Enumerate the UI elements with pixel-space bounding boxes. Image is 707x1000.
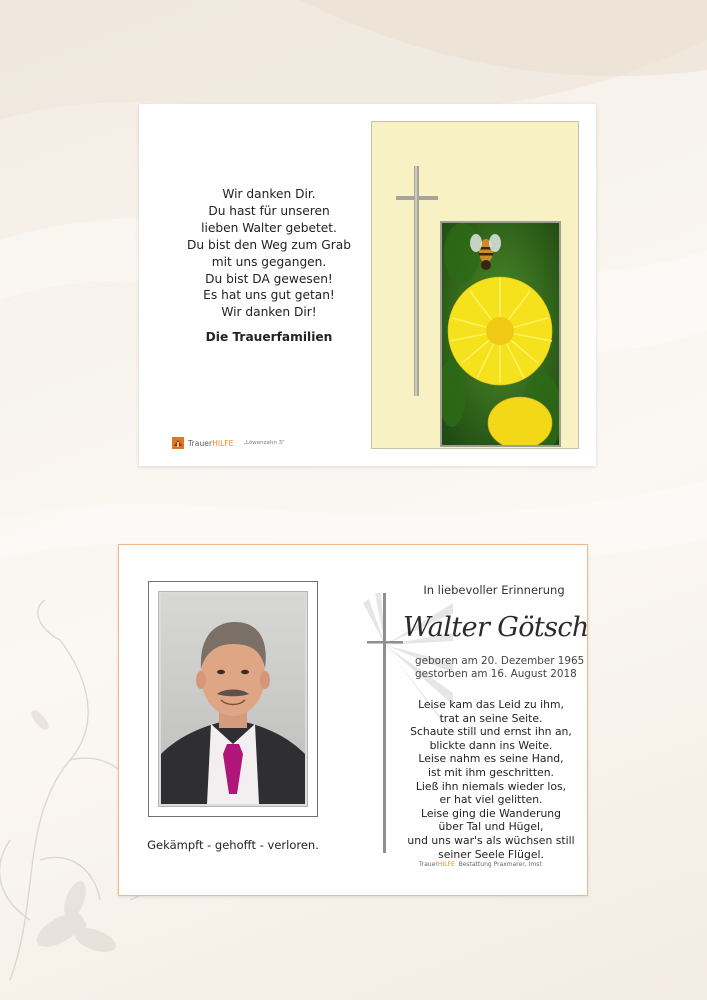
poem-line: Wir danken Dir. xyxy=(222,187,316,201)
poem-line: lieben Walter gebetet. xyxy=(201,220,337,235)
portrait-photo xyxy=(161,594,305,804)
poem-line: Du hast für unseren xyxy=(208,203,330,218)
memorial-poem xyxy=(401,698,581,861)
dandelion-photo xyxy=(440,221,561,447)
poem-line: Leise ging die Wanderung xyxy=(421,806,561,820)
thank-you-poem xyxy=(149,186,389,321)
poem-line: seiner Seele Flügel. xyxy=(438,847,544,861)
poem-line: Du bist DA gewesen! xyxy=(205,271,333,286)
portrait-mat xyxy=(158,591,308,807)
poem-line: Du bist den Weg zum Grab xyxy=(187,237,351,252)
cross-icon xyxy=(396,166,438,396)
funeral-home-name: Bestattung Praxmarer, Imst xyxy=(458,861,542,868)
image-panel xyxy=(371,121,579,449)
poem-line: mit uns gegangen. xyxy=(211,254,327,269)
life-dates xyxy=(415,655,585,681)
trauerhilfe-brand xyxy=(172,436,285,450)
poem-line: trat an seine Seite. xyxy=(439,711,543,725)
memory-title: In liebevoller Erinnerung xyxy=(423,583,565,597)
portrait-frame xyxy=(148,581,318,817)
signoff: Die Trauerfamilien xyxy=(205,330,333,344)
memorial-card xyxy=(118,544,588,896)
poem-line: ist mit ihm geschritten. xyxy=(428,765,554,779)
poem-line: er hat viel gelitten. xyxy=(439,793,543,807)
deceased-name: Walter Götsch xyxy=(403,612,589,643)
poem-line: Ließ ihn niemals wieder los, xyxy=(415,779,567,793)
design-reference: „Löwenzahn 3" xyxy=(243,440,285,446)
brand-trauer: Trauer xyxy=(188,438,213,448)
poem-line: Es hat uns gut getan! xyxy=(203,288,335,303)
poem-line: und uns war's als wüchsen still xyxy=(407,833,575,847)
motto: Gekämpft - gehofft - verloren. xyxy=(147,838,319,852)
trauerhilfe-logo-icon xyxy=(172,437,184,449)
poem-line: Schaute still und ernst ihn an, xyxy=(410,725,572,739)
poem-line: blickte dann ins Weite. xyxy=(429,738,553,752)
birth-date: geboren am 20. Dezember 1965 xyxy=(415,655,585,667)
funeral-home-credit xyxy=(419,861,589,868)
poem-line: über Tal und Hügel, xyxy=(438,820,544,834)
brand-hilfe: HILFE xyxy=(212,438,234,448)
poem-line: Leise nahm es seine Hand, xyxy=(418,752,564,766)
brand-trauer: Trauer xyxy=(419,861,438,868)
brand-hilfe: HILFE xyxy=(437,861,455,868)
poem-line: Wir danken Dir! xyxy=(221,305,317,320)
poem-line: Leise kam das Leid zu ihm, xyxy=(418,698,564,711)
thank-you-card xyxy=(139,104,596,466)
death-date: gestorben am 16. August 2018 xyxy=(415,668,577,680)
